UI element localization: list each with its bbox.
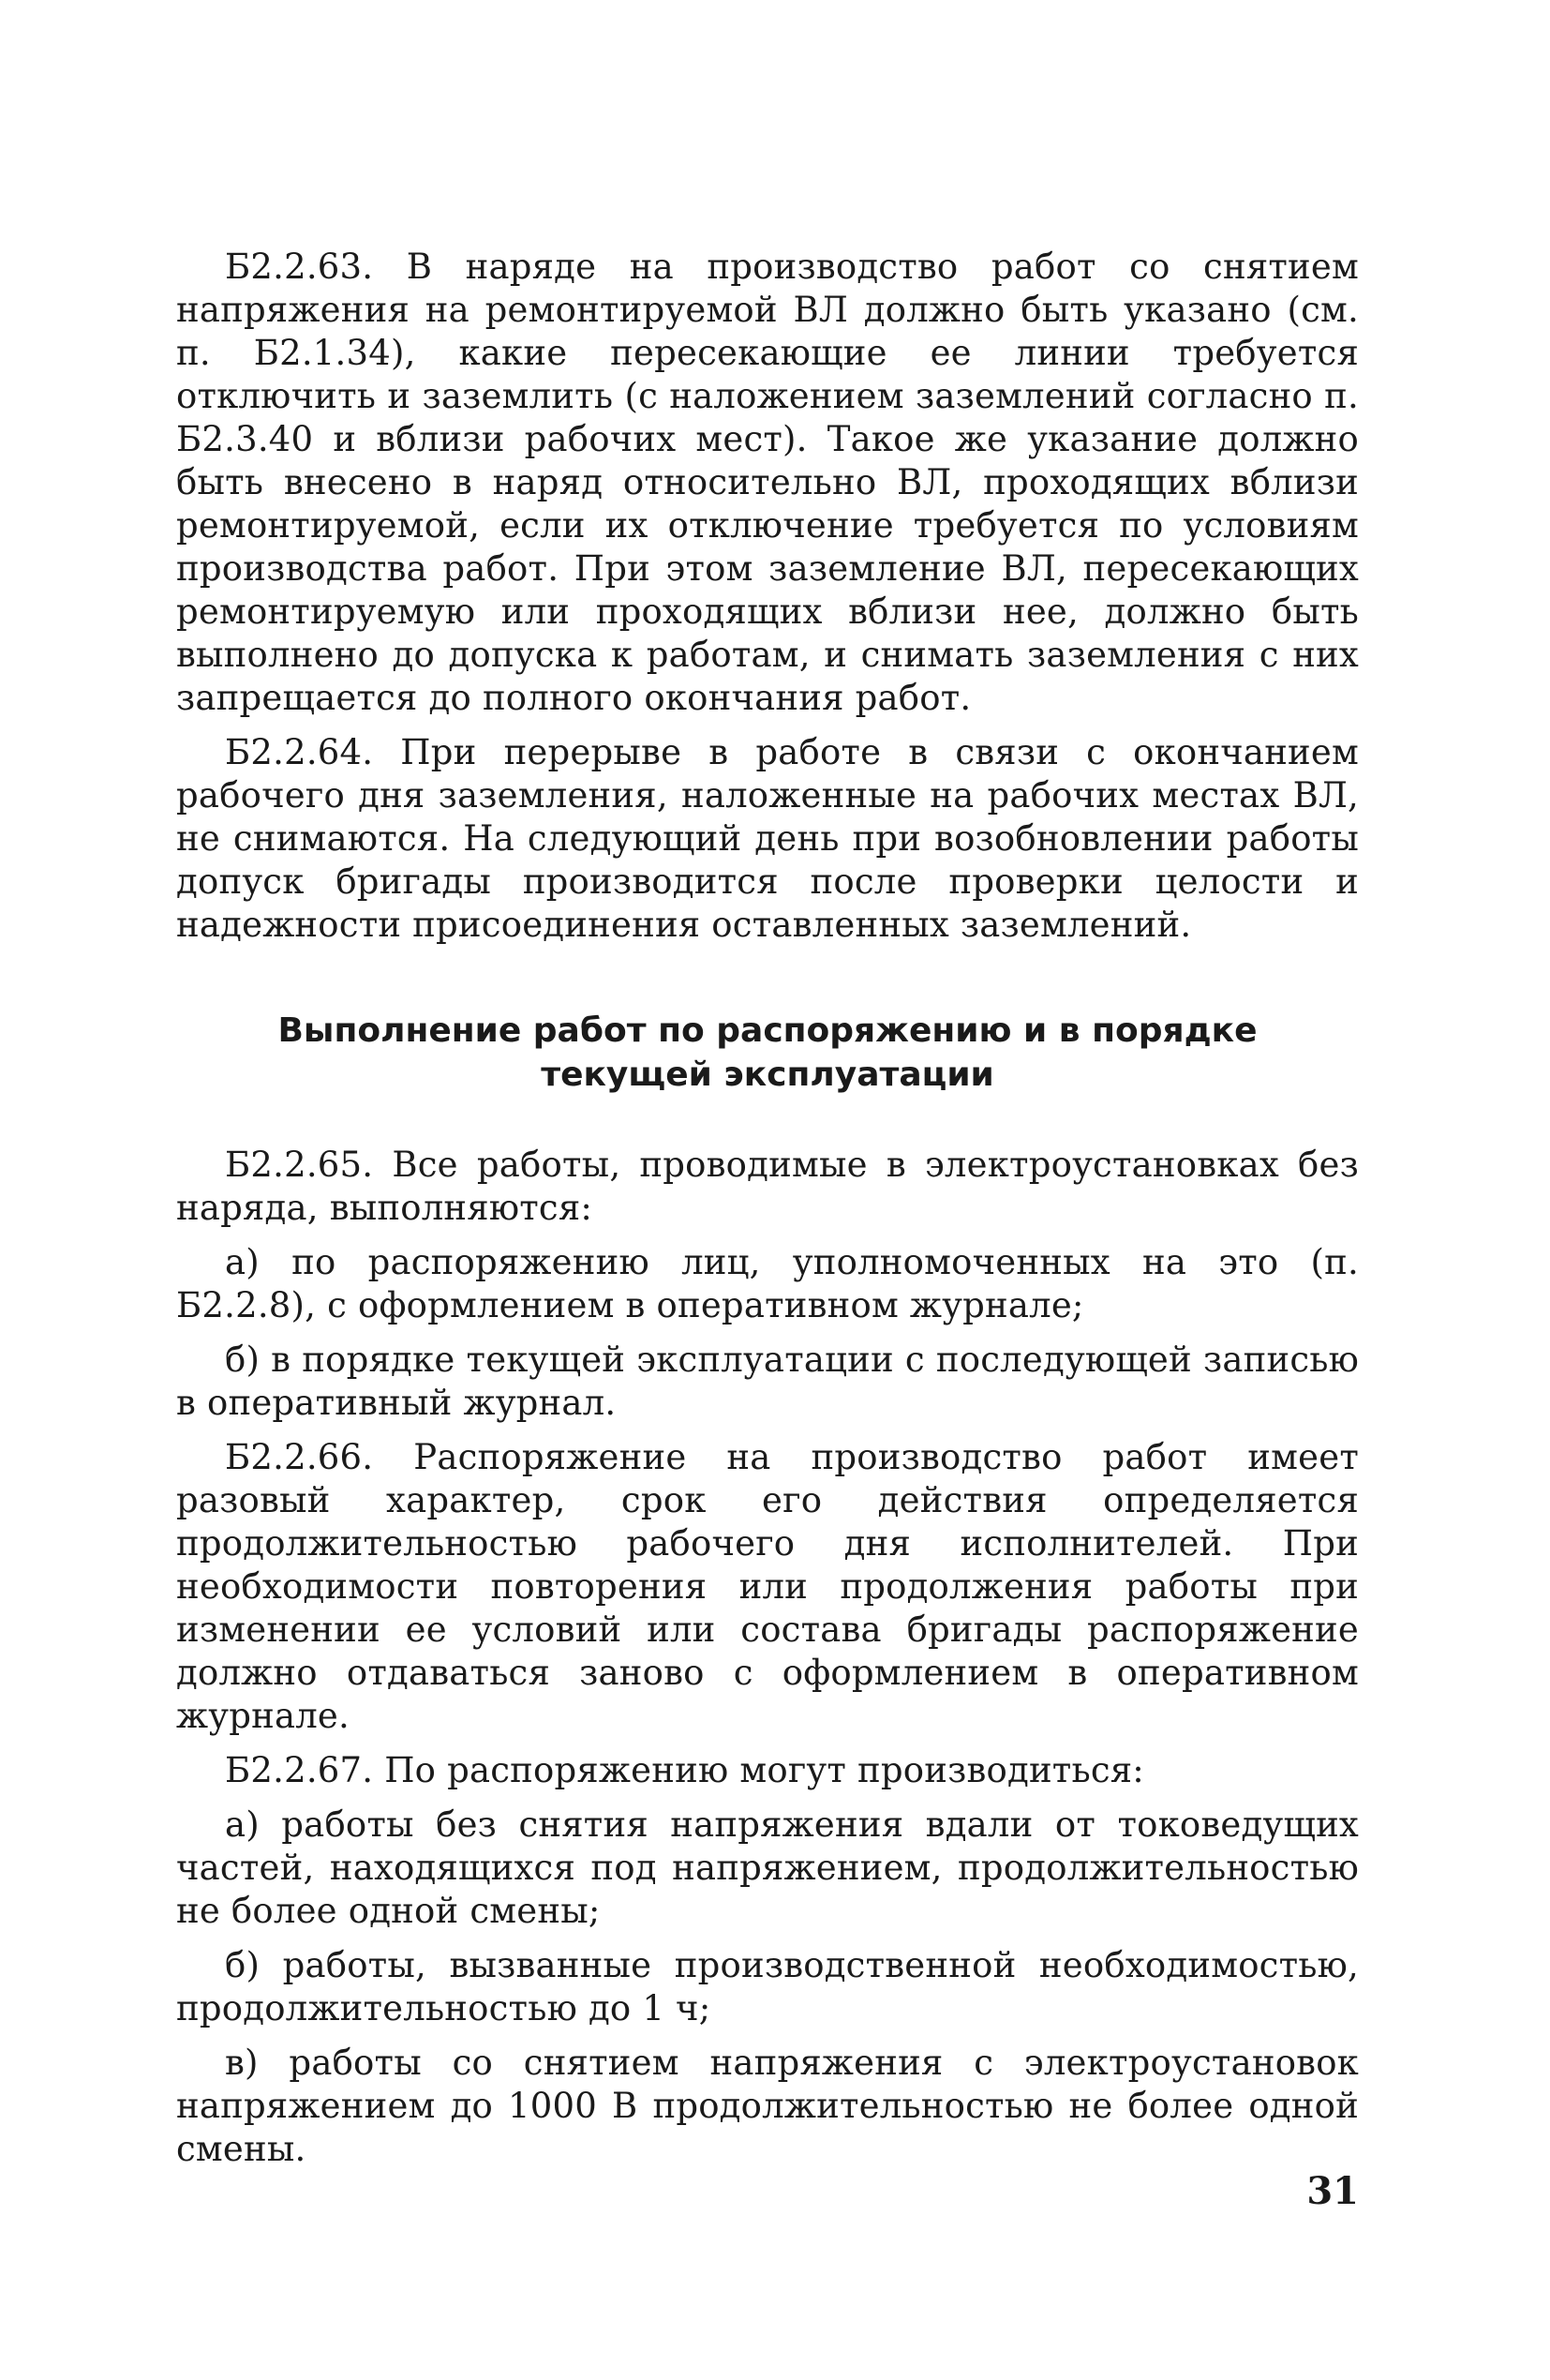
paragraph-b2-2-65: Б2.2.65. Все работы, проводимые в электроустановках без наряда, выполняются: — [176, 1145, 1359, 1228]
paragraph-b2-2-67: Б2.2.67. По распоряжению могут производиться: — [225, 1750, 1144, 1790]
paragraph-b2-2-63: Б2.2.63. В наряде на производство работ со снятием напряжения на ремонтируемой ВЛ должно быть указано (см. п. Б2.1.34), какие пересекающие ее линии требуется отключить и заземлить (с наложением заземлений согласно п. Б2.3.40 и вблизи рабочих мест). Такое же указание должно быть внесено в наряд относительно ВЛ, проходящих вблизи ремонтируемой, если их отключение требуется по условиям производства работ. При этом заземление ВЛ, пересекающих ремонтируемую или проходящих вблизи нее, должно быть выполнено до допуска к работам, и снимать заземления с них запрещается до полного окончания работ. — [176, 247, 1359, 718]
page-number: 31 — [1306, 2169, 1359, 2213]
paragraph-b2-2-64: Б2.2.64. При перерыве в работе в связи с окончанием рабочего дня заземления, наложенные на рабочих местах ВЛ, не снимаются. На следующий день при возобновлении работы допуск бригады производится после проверки целости и надежности присоединения оставленных заземлений. — [176, 732, 1359, 945]
paragraph-b2-2-66: Б2.2.66. Распоряжение на производство работ имеет разовый характер, срок его действия определяется продолжительностью рабочего дня исполнителей. При необходимости повторения или продолжения работы при изменении ее условий или состава бригады распоряжение должно отдаваться заново с оформлением в оперативном журнале. — [176, 1437, 1359, 1736]
section-heading-line-1: Выполнение работ по распоряжению и в порядке — [277, 1011, 1258, 1050]
list-item-a-67: а) работы без снятия напряжения вдали от токоведущих частей, находящихся под напряжением, продолжительностью не более одной смены; — [176, 1804, 1359, 1931]
list-item-a-65: а) по распоряжению лиц, уполномоченных на это (п. Б2.2.8), с оформлением в оперативном журнале; — [176, 1242, 1359, 1325]
section-heading — [176, 1009, 1359, 1097]
document-page — [176, 246, 1359, 2261]
list-item-b-65: б) в порядке текущей эксплуатации с последующей записью в оперативный журнал. — [176, 1340, 1359, 1423]
list-item-b-67: б) работы, вызванные производственной необходимостью, продолжительностью до 1 ч; — [176, 1945, 1359, 2028]
section-heading-line-2: текущей эксплуатации — [541, 1055, 994, 1094]
list-item-v-67: в) работы со снятием напряжения с электроустановок напряжением до 1000 В продолжительностью не более одной смены. — [176, 2043, 1359, 2169]
